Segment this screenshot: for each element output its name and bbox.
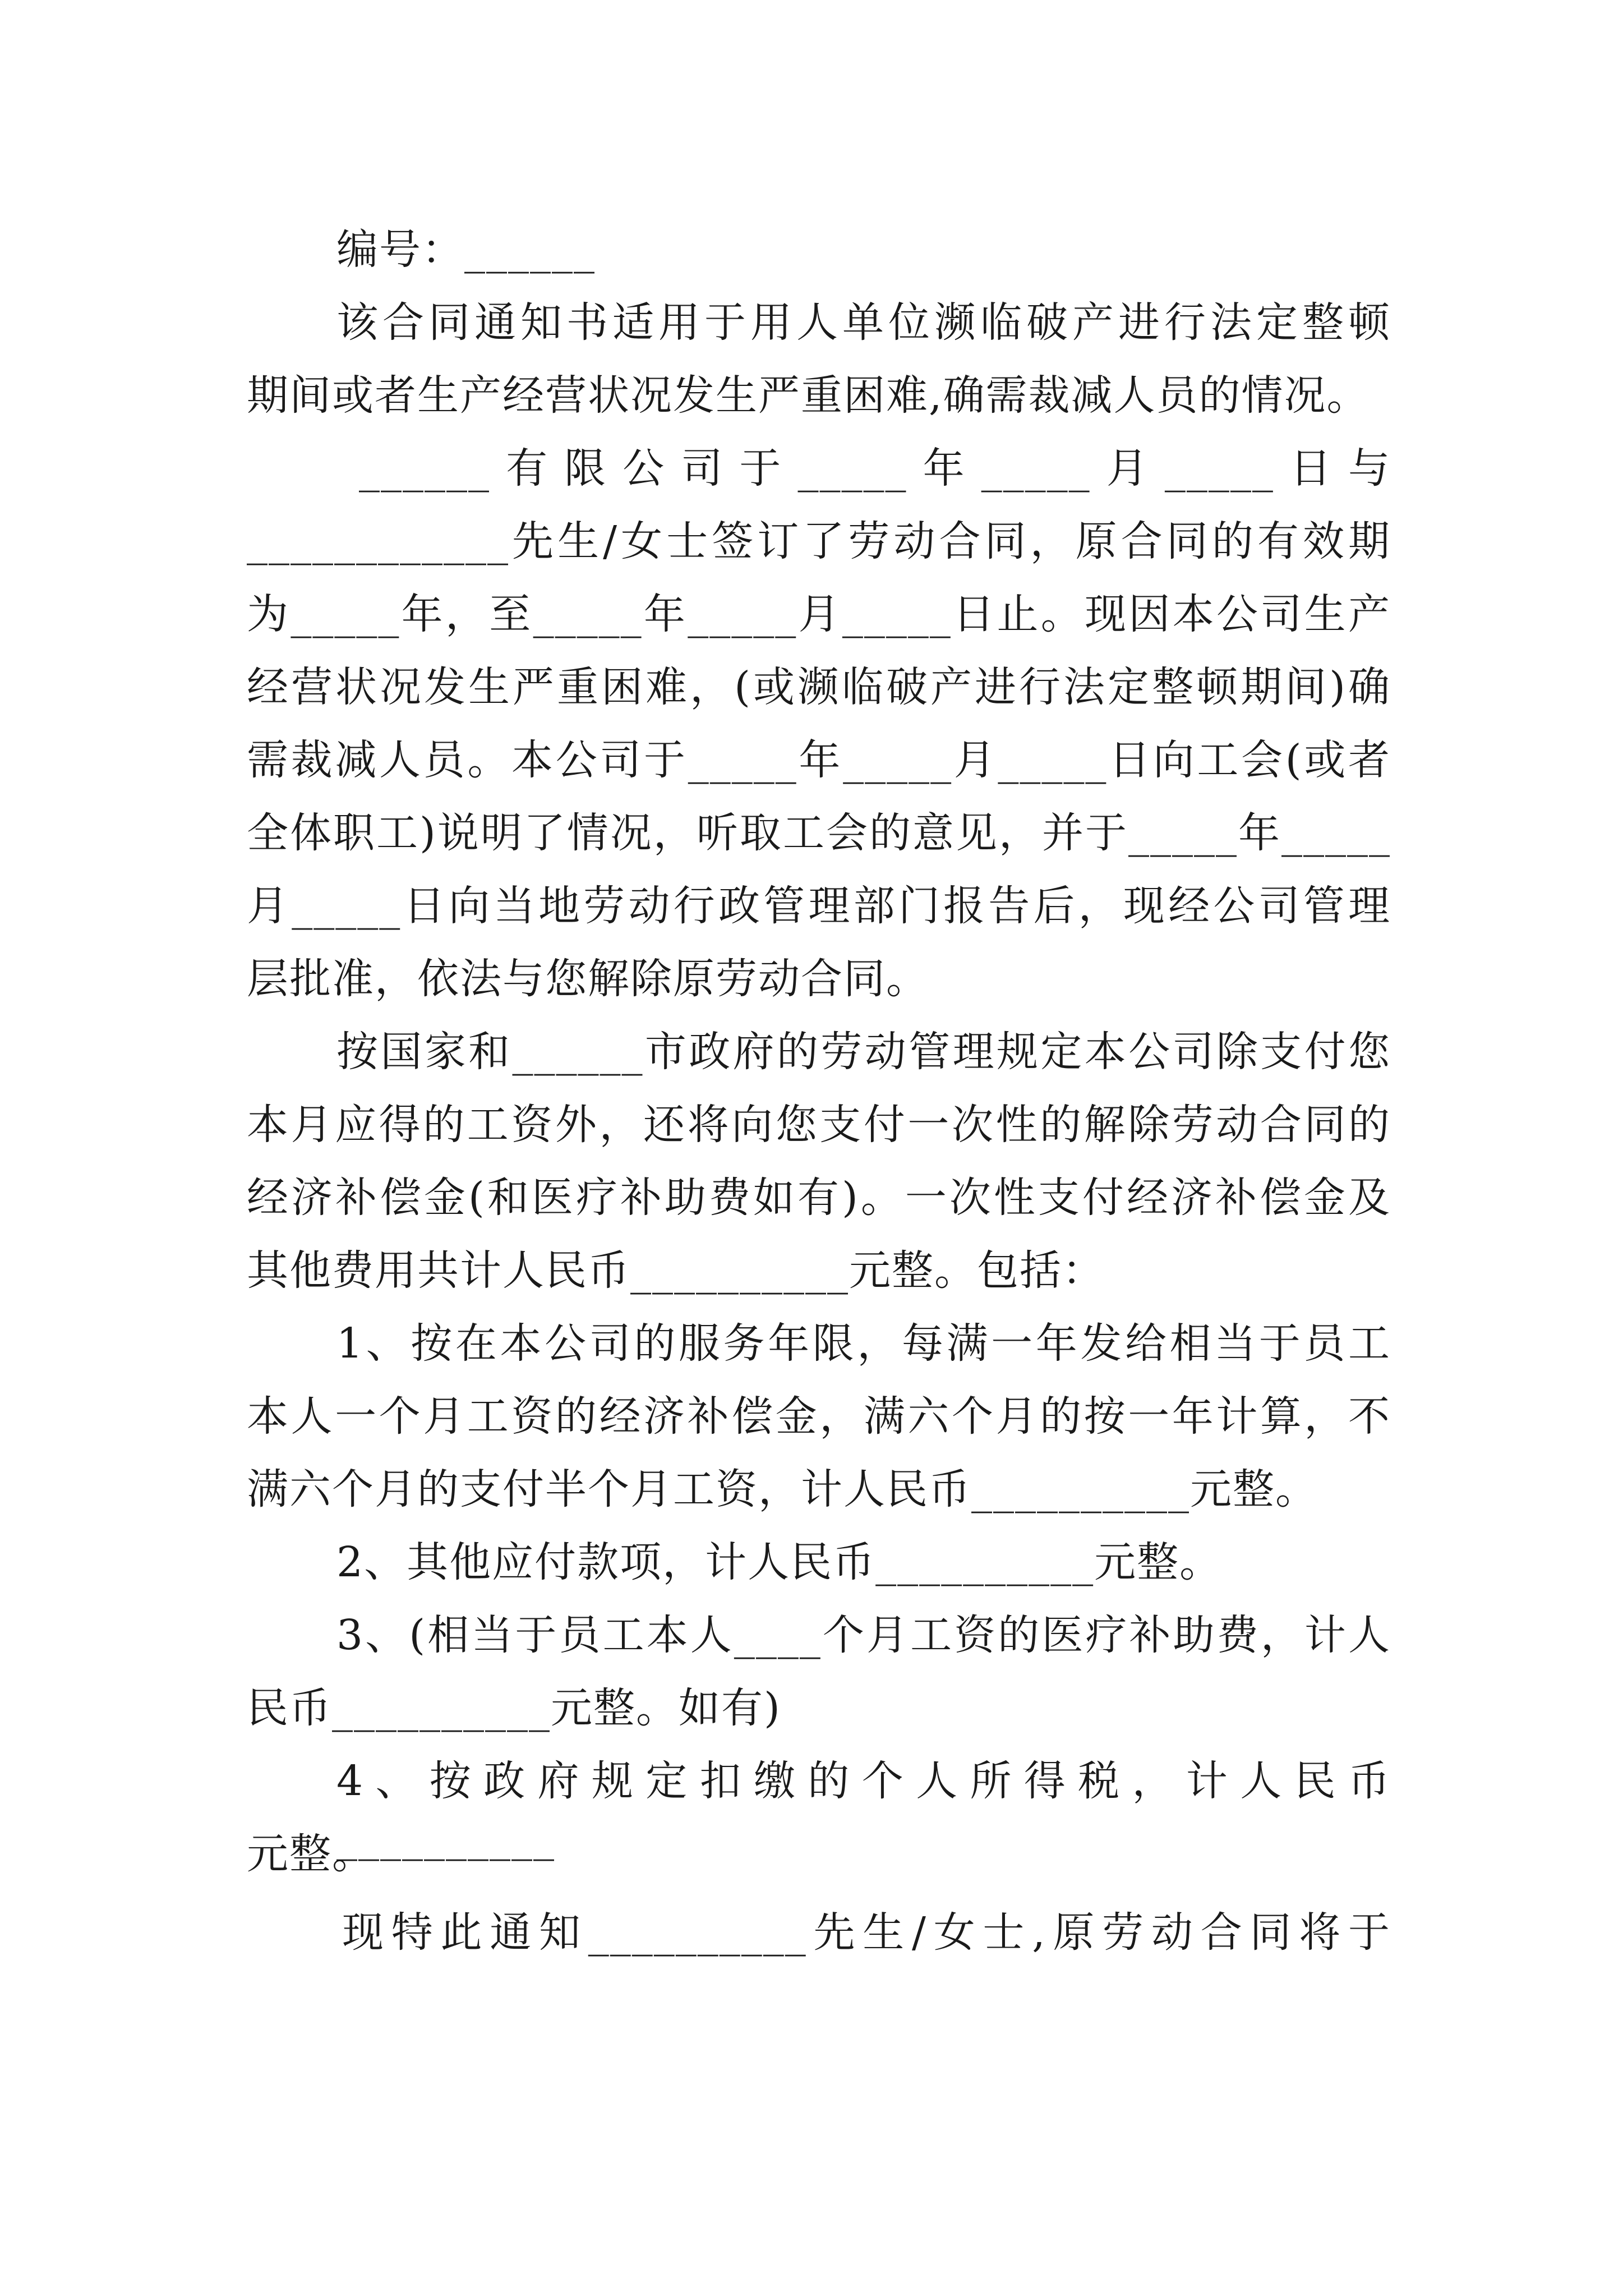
paragraph-line: 全体职工)说明了情况，听取工会的意见，并于_____年_____ <box>247 809 1391 857</box>
paragraph-line: 需裁减人员。本公司于_____年_____月_____日向工会(或者 <box>247 736 1391 784</box>
paragraph-line: 2、其他应付款项，计人民币__________元整。 <box>336 1538 1223 1586</box>
paragraph-line: 为_____年，至_____年_____月_____日止。现因本公司生产 <box>247 590 1391 638</box>
paragraph-line: 期间或者生产经营状况发生严重困难,确需裁减人员的情况。 <box>247 371 1370 420</box>
paragraph-line: 4、按政府规定扣缴的个人所得税，计人民币__________ <box>336 1757 1391 1861</box>
paragraph-line: 3、(相当于员工本人____个月工资的医疗补助费，计人 <box>336 1611 1391 1659</box>
paragraph-line: 现特此通知__________先生/女士,原劳动合同将于 <box>342 1908 1391 1957</box>
paragraph-line: ______有限公司于_____年_____月_____日与 <box>359 444 1391 493</box>
paragraph-line: 该合同通知书适用于用人单位濒临破产进行法定整顿 <box>336 298 1391 347</box>
paragraph-line: 元整。 <box>247 1830 375 1878</box>
paragraph-line: 本月应得的工资外，还将向您支付一次性的解除劳动合同的 <box>247 1101 1391 1149</box>
paragraph-line: 本人一个月工资的经济补偿金，满六个月的按一年计算，不 <box>247 1392 1391 1441</box>
paragraph-line: 民币__________元整。如有) <box>247 1684 781 1732</box>
paragraph-line: ____________先生/女士签订了劳动合同，原合同的有效期 <box>247 517 1391 565</box>
paragraph-line: 经营状况发生严重困难，(或濒临破产进行法定整顿期间)确 <box>247 663 1391 711</box>
paragraph-line: 经济补偿金(和医疗补助费如有)。一次性支付经济补偿金及 <box>247 1174 1391 1222</box>
paragraph-line: 满六个月的支付半个月工资，计人民币__________元整。 <box>247 1465 1318 1513</box>
paragraph-line: 1、按在本公司的服务年限，每满一年发给相当于员工 <box>336 1319 1391 1368</box>
contract-number: 编号：______ <box>336 226 596 274</box>
paragraph-line: 层批准，依法与您解除原劳动合同。 <box>247 955 929 1003</box>
paragraph-line: 按国家和______市政府的劳动管理规定本公司除支付您 <box>336 1028 1391 1076</box>
paragraph-line: 月_____日向当地劳动行政管理部门报告后，现经公司管理 <box>247 882 1391 930</box>
paragraph-line: 其他费用共计人民币__________元整。包括： <box>247 1246 1105 1295</box>
